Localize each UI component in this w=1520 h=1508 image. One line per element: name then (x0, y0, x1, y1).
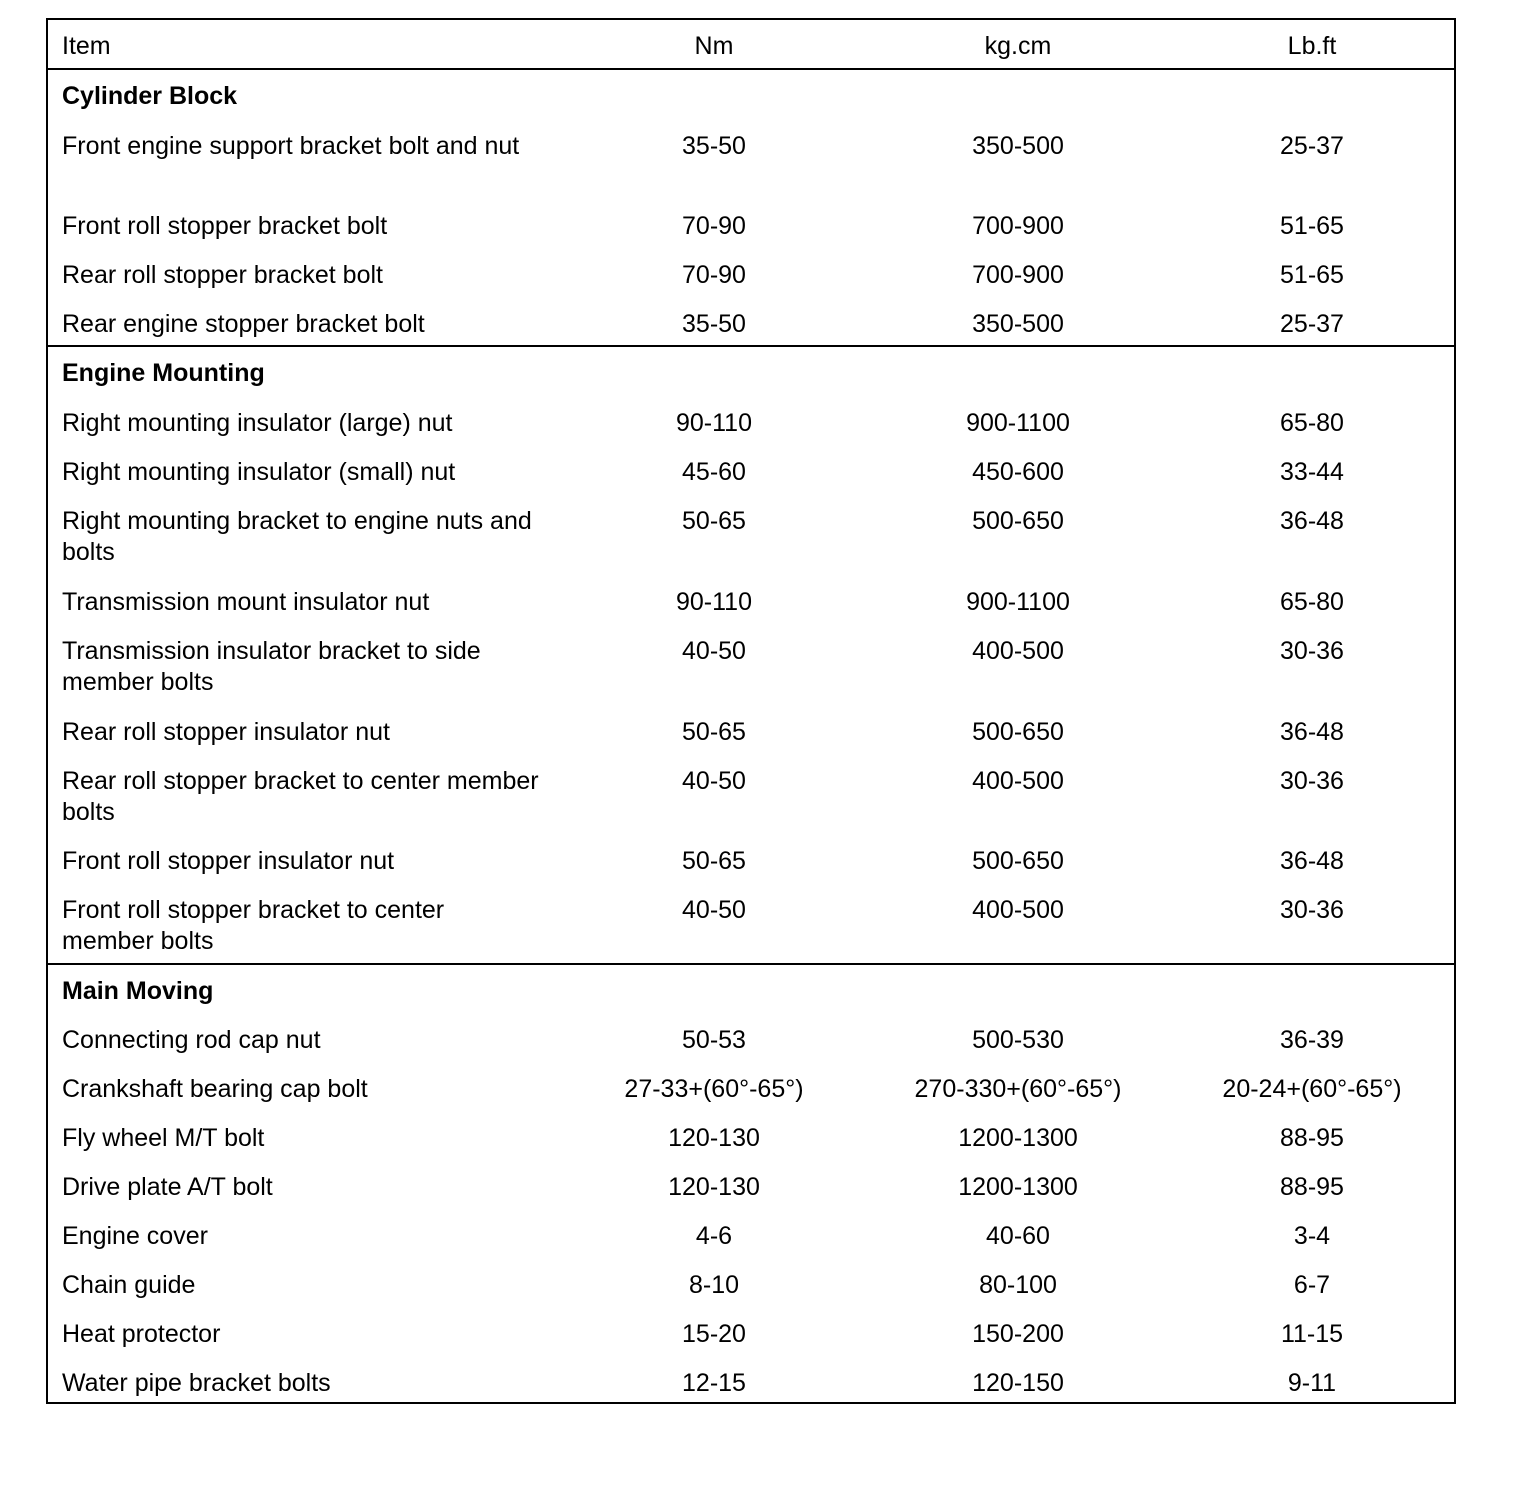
value-lbft: 33-44 (1280, 458, 1344, 486)
value-lbft: 88-95 (1280, 1124, 1344, 1152)
torque-spec-table (46, 18, 1456, 1404)
item-name: Right mounting insulator (large) nut (62, 409, 453, 437)
value-kgcm: 400-500 (972, 767, 1064, 795)
item-name: Front roll stopper bracket to center member bolts (62, 896, 445, 955)
item-name: Front roll stopper insulator nut (62, 847, 395, 875)
value-nm: 70-90 (682, 261, 746, 289)
value-lbft: 65-80 (1280, 409, 1344, 437)
value-nm: 45-60 (682, 458, 746, 486)
section-main-moving (48, 963, 1454, 1402)
value-kgcm: 500-530 (972, 1026, 1064, 1054)
value-lbft: 11-15 (1280, 1320, 1344, 1348)
value-nm: 35-50 (682, 310, 746, 338)
value-lbft: 88-95 (1280, 1173, 1344, 1201)
section-engine-mounting (48, 345, 1454, 964)
value-kgcm: 1200-1300 (958, 1124, 1078, 1152)
item-name: Water pipe bracket bolts (62, 1369, 331, 1397)
value-nm: 8-10 (688, 1271, 740, 1299)
value-nm: 27-33+(60°-65°) (624, 1075, 804, 1103)
value-kgcm: 40-60 (986, 1222, 1050, 1250)
item-name: Rear roll stopper insulator nut (62, 718, 390, 746)
header-kgcm: kg.cm (984, 32, 1052, 60)
item-name: Right mounting insulator (small) nut (62, 458, 456, 486)
value-kgcm: 500-650 (972, 507, 1064, 535)
value-lbft: 65-80 (1280, 588, 1344, 616)
value-lbft: 51-65 (1280, 261, 1344, 289)
item-name: Connecting rod cap nut (62, 1026, 321, 1054)
item-name: Heat protector (62, 1320, 221, 1348)
value-kgcm: 500-650 (972, 718, 1064, 746)
value-kgcm: 270-330+(60°-65°) (914, 1075, 1122, 1103)
value-nm: 50-65 (682, 847, 746, 875)
value-lbft: 36-48 (1280, 847, 1344, 875)
value-kgcm: 450-600 (972, 458, 1064, 486)
item-name: Transmission mount insulator nut (62, 588, 430, 616)
value-kgcm: 500-650 (972, 847, 1064, 875)
item-name: Right mounting bracket to engine nuts and bolts (62, 507, 532, 566)
value-nm: 50-53 (682, 1026, 746, 1054)
value-kgcm: 900-1100 (966, 409, 1070, 437)
value-nm: 40-50 (682, 767, 746, 795)
value-kgcm: 80-100 (979, 1271, 1057, 1299)
item-name: Drive plate A/T bolt (62, 1173, 273, 1201)
section-cylinder-block (48, 70, 1454, 346)
value-kgcm: 120-150 (972, 1369, 1064, 1397)
value-kgcm: 150-200 (972, 1320, 1064, 1348)
value-lbft: 51-65 (1280, 212, 1344, 240)
section-title: Main Moving (62, 977, 214, 1005)
item-name: Fly wheel M/T bolt (62, 1124, 265, 1152)
value-nm: 90-110 (676, 409, 752, 437)
header-nm: Nm (694, 32, 734, 60)
value-lbft: 36-39 (1280, 1026, 1344, 1054)
value-kgcm: 350-500 (972, 132, 1064, 160)
value-lbft: 6-7 (1293, 1271, 1331, 1299)
value-kgcm: 700-900 (972, 212, 1064, 240)
section-title: Engine Mounting (62, 359, 265, 387)
item-name: Front engine support bracket bolt and nut (62, 132, 520, 160)
value-nm: 40-50 (682, 896, 746, 924)
item-name: Front roll stopper bracket bolt (62, 212, 388, 240)
header-lbft: Lb.ft (1287, 32, 1337, 60)
value-nm: 35-50 (682, 132, 746, 160)
value-kgcm: 400-500 (972, 896, 1064, 924)
table-header (48, 20, 1454, 70)
value-kgcm: 1200-1300 (958, 1173, 1078, 1201)
value-kgcm: 400-500 (972, 637, 1064, 665)
value-nm: 4-6 (695, 1222, 733, 1250)
value-nm: 15-20 (682, 1320, 746, 1348)
value-nm: 50-65 (682, 507, 746, 535)
value-nm: 40-50 (682, 637, 746, 665)
value-kgcm: 900-1100 (966, 588, 1070, 616)
value-lbft: 36-48 (1280, 718, 1344, 746)
value-nm: 120-130 (668, 1173, 760, 1201)
section-title: Cylinder Block (62, 82, 238, 110)
item-name: Rear roll stopper bracket to center member bolts (62, 767, 539, 826)
value-kgcm: 700-900 (972, 261, 1064, 289)
value-nm: 12-15 (682, 1369, 746, 1397)
item-name: Transmission insulator bracket to side member bolts (62, 637, 481, 696)
value-lbft: 30-36 (1280, 896, 1344, 924)
value-lbft: 25-37 (1280, 310, 1344, 338)
value-lbft: 20-24+(60°-65°) (1222, 1075, 1402, 1103)
value-lbft: 30-36 (1280, 637, 1344, 665)
value-lbft: 9-11 (1287, 1369, 1337, 1397)
value-nm: 70-90 (682, 212, 746, 240)
value-lbft: 3-4 (1293, 1222, 1331, 1250)
item-name: Chain guide (62, 1271, 196, 1299)
value-lbft: 36-48 (1280, 507, 1344, 535)
item-name: Engine cover (62, 1222, 208, 1250)
value-kgcm: 350-500 (972, 310, 1064, 338)
value-nm: 90-110 (676, 588, 752, 616)
value-nm: 120-130 (668, 1124, 760, 1152)
header-item: Item (62, 32, 111, 60)
item-name: Rear roll stopper bracket bolt (62, 261, 383, 289)
value-nm: 50-65 (682, 718, 746, 746)
item-name: Crankshaft bearing cap bolt (62, 1075, 368, 1103)
value-lbft: 25-37 (1280, 132, 1344, 160)
item-name: Rear engine stopper bracket bolt (62, 310, 425, 338)
value-lbft: 30-36 (1280, 767, 1344, 795)
